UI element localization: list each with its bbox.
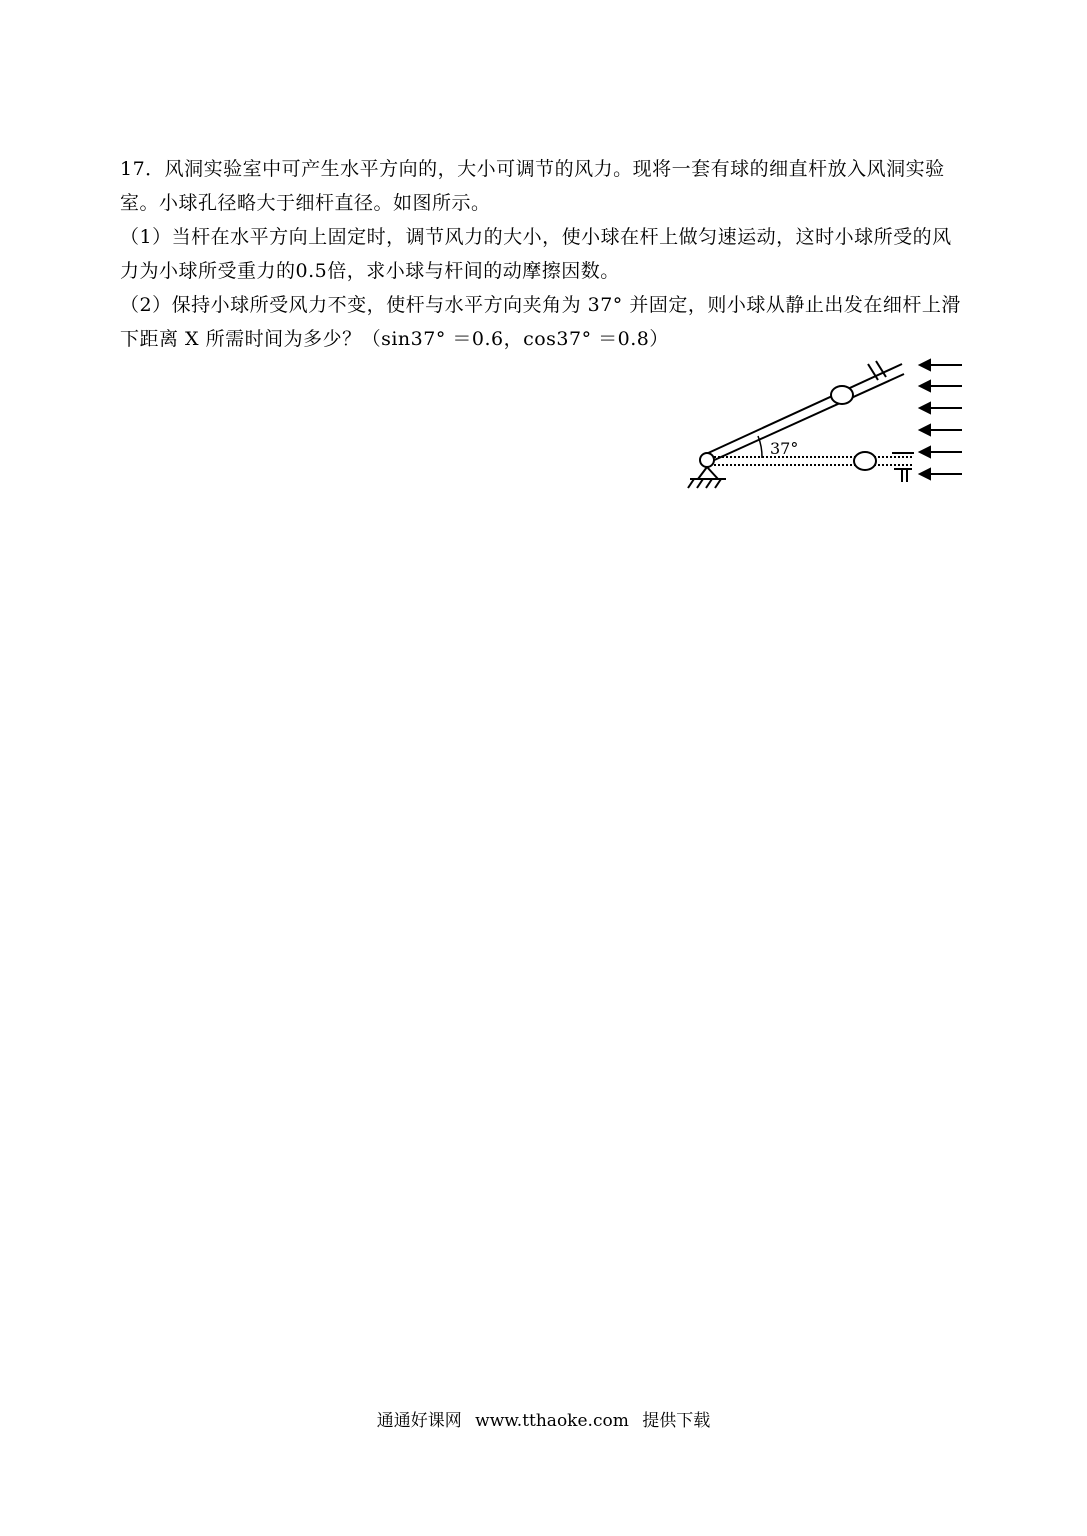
ball-on-horizontal-rod [854,452,876,470]
wind-tunnel-diagram [680,350,980,500]
wind-arrow [920,447,962,457]
problem-intro: 17．风洞实验室中可产生水平方向的，大小可调节的风力。现将一套有球的细直杆放入风洞实验室。小球孔径略大于细杆直径。如图所示。 [120,158,945,214]
pivot-hinge [700,453,714,467]
wind-arrow [920,403,962,413]
problem-part-1: （1）当杆在水平方向上固定时，调节风力的大小，使小球在杆上做匀速运动，这时小球所受的风力为小球所受重力的0.5倍，求小球与杆间的动摩擦因数。 [120,226,952,282]
angle-label: 37° [770,439,799,458]
inclined-rod-end-marks [868,361,886,380]
inclined-rod [706,364,904,462]
wind-arrow [920,469,962,479]
ball-on-inclined-rod [831,386,853,404]
wind-arrow [920,425,962,435]
wind-arrow [920,360,962,370]
footer-site-name: 通通好课网 [376,1411,462,1431]
page-footer [0,1406,1087,1431]
horizontal-rod [714,457,912,465]
problem-part-2: （2）保持小球所受风力不变，使杆与水平方向夹角为 37° 并固定，则小球从静止出发在细杆上滑下距离 X 所需时间为多少？（sin37° ＝0.6，cos37° ＝0.8） [120,294,961,350]
footer-suffix: 提供下载 [642,1411,711,1431]
footer-url: www.tthaoke.com [475,1411,629,1431]
wind-arrow [920,381,962,391]
wind-arrows [920,360,962,479]
pivot-support [688,467,726,488]
problem-17 [120,152,970,356]
